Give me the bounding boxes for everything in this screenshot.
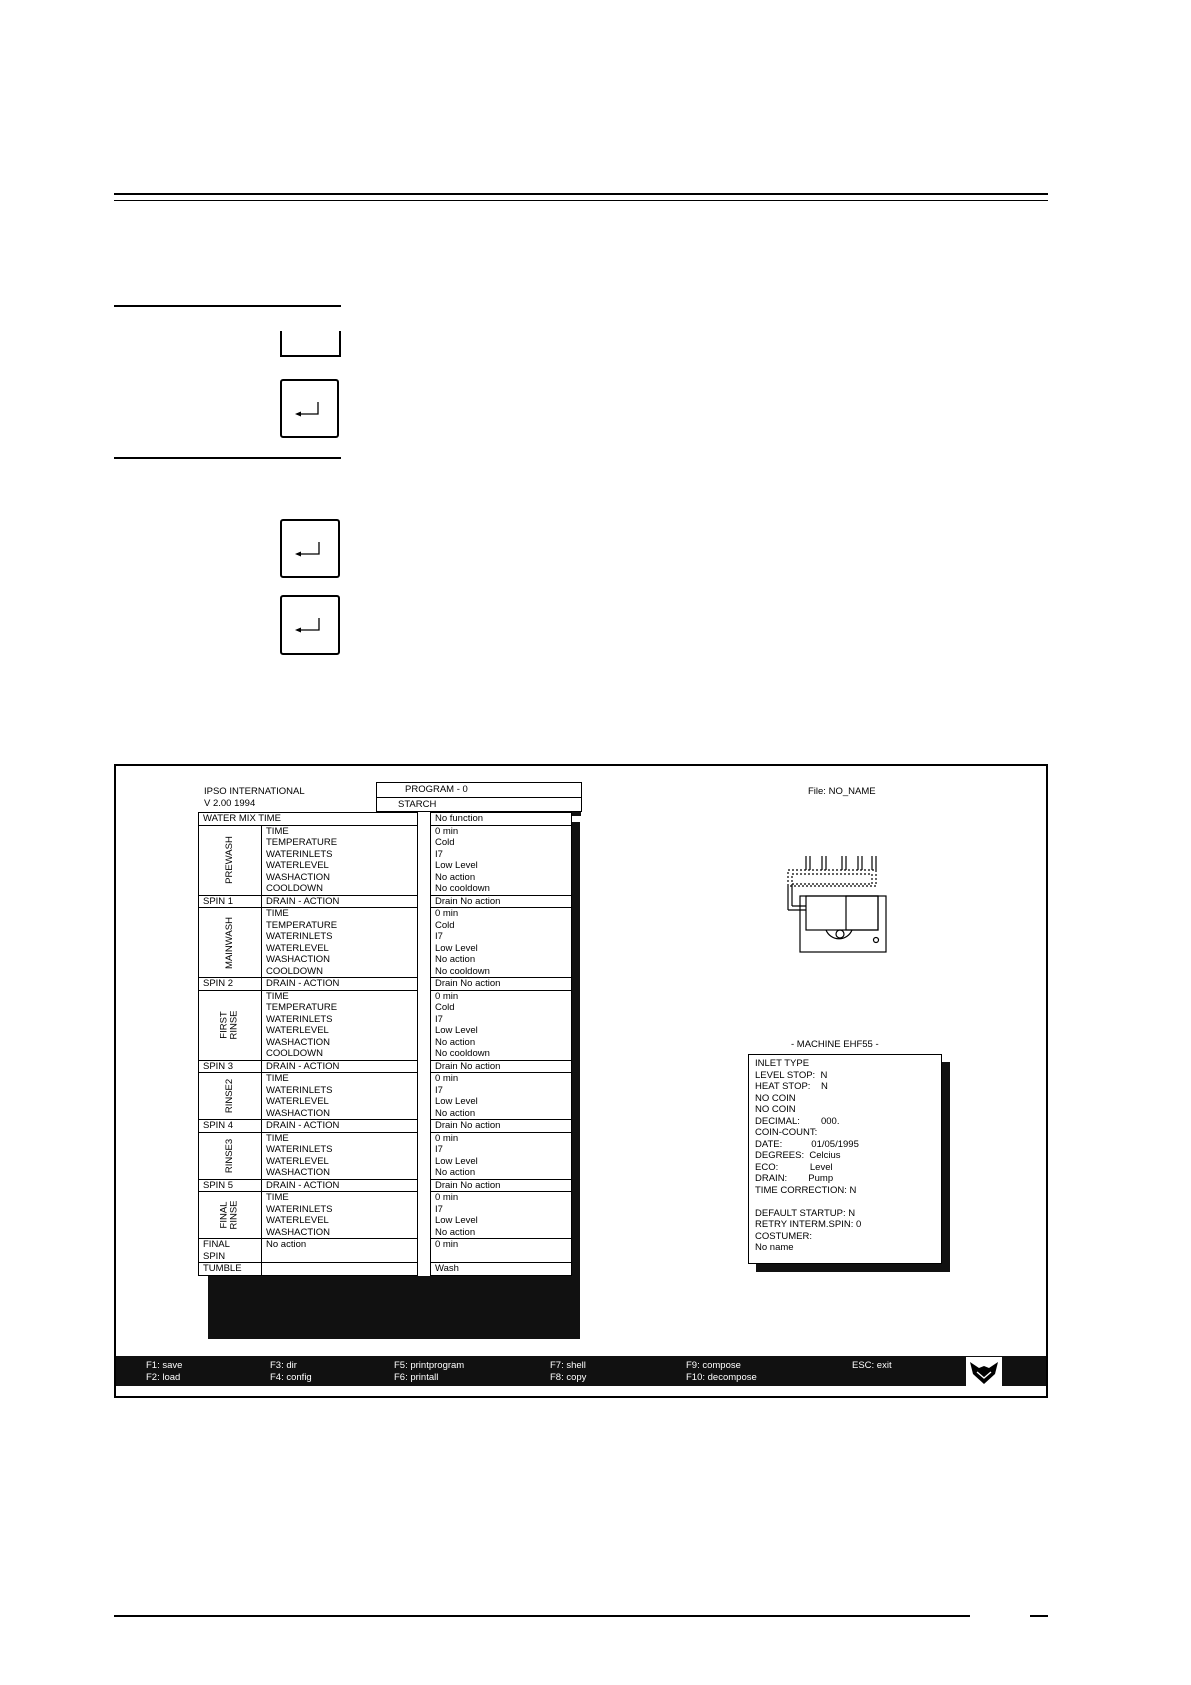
table-gap xyxy=(417,1179,430,1192)
fkey-f4-label[interactable]: F4: config xyxy=(270,1371,312,1383)
param-label: WATERINLETS xyxy=(266,1013,333,1025)
param-label: WATERINLETS xyxy=(266,1203,333,1215)
param-value[interactable]: 0 min xyxy=(434,1073,459,1084)
phase-label-line: FIRST xyxy=(218,1011,230,1039)
param-value[interactable]: No action xyxy=(434,1167,476,1178)
drain-action-label: DRAIN - ACTION xyxy=(262,978,418,991)
phase-label xyxy=(199,990,262,1060)
param-value[interactable]: Cold xyxy=(434,837,455,848)
fkey-group-dir-config[interactable] xyxy=(270,1360,312,1383)
table-gap xyxy=(417,1263,430,1276)
param-label: TIME xyxy=(266,990,289,1002)
section-rule-bottom xyxy=(114,457,341,459)
enter-key-icon xyxy=(280,379,339,438)
param-value[interactable]: No action xyxy=(434,1036,476,1048)
param-label: WASHACTION xyxy=(266,1226,331,1238)
phase-label-text xyxy=(225,917,235,969)
table-row xyxy=(199,1239,572,1263)
machine-setting-line[interactable]: DATE: 01/05/1995 xyxy=(755,1138,859,1150)
param-label: WATERINLETS xyxy=(266,1084,333,1096)
param-label: TIME xyxy=(266,1073,289,1084)
table-row xyxy=(199,1179,572,1192)
machine-setting-line[interactable]: INLET TYPE xyxy=(755,1058,810,1069)
section-rule-top xyxy=(114,305,341,307)
phase-label-text xyxy=(220,1200,240,1229)
param-label: WATERLEVEL xyxy=(266,1155,329,1167)
param-label: COOLDOWN xyxy=(266,965,323,977)
param-value[interactable]: I7 xyxy=(434,1084,443,1096)
param-label: TEMPERATURE xyxy=(266,919,338,931)
tumble-value[interactable]: Wash xyxy=(430,1263,571,1276)
fkey-f2-label[interactable]: F2: load xyxy=(146,1371,181,1383)
phase-values xyxy=(430,1073,571,1120)
param-value[interactable]: Cold xyxy=(434,1002,455,1013)
fox-logo-icon xyxy=(966,1357,1002,1387)
tumble-label: TUMBLE xyxy=(199,1263,262,1276)
fkey-group-exit[interactable] xyxy=(852,1360,892,1372)
final-spin-label-line: FINAL xyxy=(203,1239,230,1250)
table-row xyxy=(199,813,572,826)
param-label: WASHACTION xyxy=(266,1036,331,1048)
spin-label: SPIN 2 xyxy=(199,978,262,991)
final-spin-param[interactable]: No action xyxy=(262,1239,418,1263)
machine-setting-line[interactable]: DEFAULT STARTUP: N xyxy=(755,1207,856,1219)
drain-action-label: DRAIN - ACTION xyxy=(262,1060,418,1073)
phase-label-text xyxy=(225,1139,235,1173)
machine-setting-line[interactable]: DECIMAL: 000. xyxy=(755,1115,840,1127)
table-gap xyxy=(417,1073,430,1120)
param-value[interactable]: Low Level xyxy=(434,860,478,871)
table-gap xyxy=(417,825,430,895)
drain-action-value[interactable]: Drain No action xyxy=(430,1179,571,1192)
spin-label: SPIN 1 xyxy=(199,895,262,908)
param-label: WATERINLETS xyxy=(266,1144,333,1155)
param-value[interactable]: No action xyxy=(434,1107,476,1119)
machine-setting-line[interactable]: DEGREES: Celcius xyxy=(755,1150,841,1161)
program-header xyxy=(376,782,582,812)
table-gap xyxy=(417,1192,430,1239)
phase-params xyxy=(262,990,418,1060)
param-label: WATERLEVEL xyxy=(266,860,329,871)
table-gap xyxy=(417,813,430,826)
drain-action-value[interactable]: Drain No action xyxy=(430,1120,571,1133)
machine-setting-line[interactable]: COSTUMER: xyxy=(755,1230,812,1242)
top-rule xyxy=(114,193,1048,195)
fkey-group-compose[interactable] xyxy=(686,1360,757,1383)
param-value[interactable]: No action xyxy=(434,954,476,965)
file-label: File: NO_NAME xyxy=(808,786,876,797)
page-number-mark xyxy=(1030,1615,1048,1617)
param-value[interactable]: Low Level xyxy=(434,1155,478,1167)
phase-label xyxy=(199,1132,262,1179)
table-row xyxy=(199,1192,572,1239)
drain-action-value[interactable]: Drain No action xyxy=(430,895,571,908)
phase-values xyxy=(430,990,571,1060)
fkey-f1-label[interactable]: F1: save xyxy=(146,1360,183,1371)
phase-label-line: RINSE xyxy=(228,1200,240,1230)
param-label: WATERLEVEL xyxy=(266,942,329,954)
table-row xyxy=(199,1060,572,1073)
drain-action-value[interactable]: Drain No action xyxy=(430,978,571,991)
table-row xyxy=(199,1073,572,1120)
param-value[interactable]: Low Level xyxy=(434,1215,478,1226)
water-mix-value[interactable]: No function xyxy=(430,813,571,826)
top-rule-thin xyxy=(114,200,1048,201)
table-gap xyxy=(417,978,430,991)
param-label: TIME xyxy=(266,1132,289,1144)
param-label: WATERLEVEL xyxy=(266,1025,329,1036)
table-gap xyxy=(417,1132,430,1179)
param-value[interactable]: I7 xyxy=(434,931,443,942)
param-label: TIME xyxy=(266,1192,289,1203)
machine-setting-line[interactable]: No name xyxy=(755,1242,794,1253)
param-label: TEMPERATURE xyxy=(266,837,338,848)
phase-values xyxy=(430,1132,571,1179)
machine-setting-line[interactable]: NO COIN xyxy=(755,1104,796,1115)
param-label: TIME xyxy=(266,908,289,919)
param-value[interactable]: 0 min xyxy=(434,1132,459,1144)
phase-label-line: RINSE3 xyxy=(223,1138,235,1173)
param-value[interactable]: Low Level xyxy=(434,942,478,954)
machine-setting-line[interactable]: LEVEL STOP: N xyxy=(755,1069,828,1081)
fkey-f7-label[interactable]: F7: shell xyxy=(550,1360,586,1371)
table-gap xyxy=(417,1060,430,1073)
param-label: TEMPERATURE xyxy=(266,1002,338,1013)
footer-rule xyxy=(114,1615,970,1617)
param-value[interactable]: 0 min xyxy=(434,908,459,919)
table-row xyxy=(199,1132,572,1179)
fkey-f9-label[interactable]: F9: compose xyxy=(686,1360,741,1371)
water-mix-label: WATER MIX TIME xyxy=(199,813,418,826)
phase-label xyxy=(199,1192,262,1239)
machine-setting-line[interactable]: HEAT STOP: N xyxy=(755,1081,828,1092)
param-value[interactable]: I7 xyxy=(434,1144,443,1155)
param-value[interactable]: 0 min xyxy=(434,1192,459,1203)
machine-setting-line[interactable]: NO COIN xyxy=(755,1092,796,1104)
spin-label: SPIN 5 xyxy=(199,1179,262,1192)
phase-params xyxy=(262,908,418,978)
final-spin-value[interactable]: 0 min xyxy=(430,1239,571,1263)
machine-title: - MACHINE EHF55 - xyxy=(791,1039,879,1050)
fkey-group-print[interactable] xyxy=(394,1360,464,1383)
machine-settings-box xyxy=(748,1054,942,1264)
param-label: WATERLEVEL xyxy=(266,1096,329,1107)
phase-label xyxy=(199,908,262,978)
phase-label-line: FINAL xyxy=(218,1201,230,1229)
machine-setting-line[interactable]: COIN-COUNT: xyxy=(755,1127,818,1138)
fkey-group-save-load[interactable] xyxy=(146,1360,182,1383)
fkey-f5-label[interactable]: F5: printprogram xyxy=(394,1360,465,1371)
program-title: PROGRAM - 0 xyxy=(405,784,468,795)
table-gap xyxy=(417,908,430,978)
table-gap xyxy=(417,1120,430,1133)
param-label: WASHACTION xyxy=(266,871,331,883)
phase-label xyxy=(199,1073,262,1120)
fkey-f3-label[interactable]: F3: dir xyxy=(270,1360,297,1371)
table-row xyxy=(199,908,572,978)
drain-action-label: DRAIN - ACTION xyxy=(262,1120,418,1133)
drain-action-value[interactable]: Drain No action xyxy=(430,1060,571,1073)
param-value[interactable]: No action xyxy=(434,871,476,883)
table-gap xyxy=(417,1239,430,1263)
phase-values xyxy=(430,1192,571,1239)
phase-values xyxy=(430,825,571,895)
machine-setting-line[interactable]: TIME CORRECTION: N xyxy=(755,1184,857,1196)
table-row xyxy=(199,1263,572,1276)
param-value[interactable]: 0 min xyxy=(434,990,459,1002)
phase-label-text xyxy=(225,836,235,884)
machine-diagram-icon xyxy=(786,854,890,963)
param-value[interactable]: I7 xyxy=(434,1013,443,1025)
param-label: WASHACTION xyxy=(266,1107,331,1119)
phase-params xyxy=(262,825,418,895)
param-label: WASHACTION xyxy=(266,954,331,965)
param-value[interactable]: No cooldown xyxy=(434,1048,490,1059)
param-label: COOLDOWN xyxy=(266,1048,323,1059)
phase-params xyxy=(262,1192,418,1239)
fkey-f6-label[interactable]: F6: printall xyxy=(394,1371,439,1383)
program-name: STARCH xyxy=(398,799,437,810)
table-row xyxy=(199,990,572,1060)
phase-values xyxy=(430,908,571,978)
machine-setting-line[interactable] xyxy=(755,1196,935,1208)
param-value[interactable]: Low Level xyxy=(434,1025,478,1036)
table-row xyxy=(199,825,572,895)
param-value[interactable]: No action xyxy=(434,1226,476,1238)
param-label: WATERINLETS xyxy=(266,931,333,942)
fkey-f8-label[interactable]: F8: copy xyxy=(550,1371,587,1383)
param-value[interactable]: Cold xyxy=(434,919,455,931)
param-label: COOLDOWN xyxy=(266,883,323,894)
phase-label-text xyxy=(220,1010,240,1039)
param-value[interactable]: Low Level xyxy=(434,1096,478,1107)
spin-label: SPIN 3 xyxy=(199,1060,262,1073)
version: V 2.00 1994 xyxy=(204,798,256,809)
enter-key-icon xyxy=(280,595,340,655)
machine-setting-line[interactable]: RETRY INTERM.SPIN: 0 xyxy=(755,1219,862,1230)
phase-label-text xyxy=(225,1079,235,1113)
final-spin-label xyxy=(199,1239,262,1263)
tumble-param xyxy=(262,1263,418,1276)
table-gap xyxy=(417,990,430,1060)
phase-label-line: PREWASH xyxy=(224,836,235,885)
phase-label-line: MAINWASH xyxy=(224,916,235,969)
phase-params xyxy=(262,1132,418,1179)
spin-label: SPIN 4 xyxy=(199,1120,262,1133)
machine-setting-line[interactable]: DRAIN: Pump xyxy=(755,1173,834,1184)
param-label: WATERLEVEL xyxy=(266,1215,329,1226)
param-label: WASHACTION xyxy=(266,1167,331,1178)
phase-label-line: RINSE xyxy=(228,1010,240,1040)
drain-action-label: DRAIN - ACTION xyxy=(262,895,418,908)
fkey-group-shell-copy[interactable] xyxy=(550,1360,586,1383)
table-row xyxy=(199,978,572,991)
param-value[interactable]: No cooldown xyxy=(434,883,490,894)
table-row xyxy=(199,895,572,908)
param-label: TIME xyxy=(266,825,289,837)
table-gap xyxy=(417,895,430,908)
final-spin-label-line: SPIN xyxy=(203,1250,226,1262)
machine-setting-line[interactable]: ECO: Level xyxy=(755,1161,833,1173)
function-key-bar xyxy=(116,1356,1046,1386)
enter-key-icon xyxy=(280,519,340,578)
param-value[interactable]: I7 xyxy=(434,848,443,860)
program-screen xyxy=(114,764,1048,1398)
program-table xyxy=(198,812,572,1276)
param-value[interactable]: 0 min xyxy=(434,825,459,837)
phase-label xyxy=(199,825,262,895)
param-value[interactable]: No cooldown xyxy=(434,965,490,977)
param-value[interactable]: I7 xyxy=(434,1203,443,1215)
drain-action-label: DRAIN - ACTION xyxy=(262,1179,418,1192)
fkey-f10-label[interactable]: F10: decompose xyxy=(686,1371,757,1383)
fkey-esc-label[interactable]: ESC: exit xyxy=(852,1360,892,1371)
table-row xyxy=(199,1120,572,1133)
blank-key-icon xyxy=(280,331,341,357)
company-name: IPSO INTERNATIONAL xyxy=(204,786,305,797)
param-label: WATERINLETS xyxy=(266,848,333,860)
phase-label-line: RINSE2 xyxy=(223,1079,235,1114)
phase-params xyxy=(262,1073,418,1120)
